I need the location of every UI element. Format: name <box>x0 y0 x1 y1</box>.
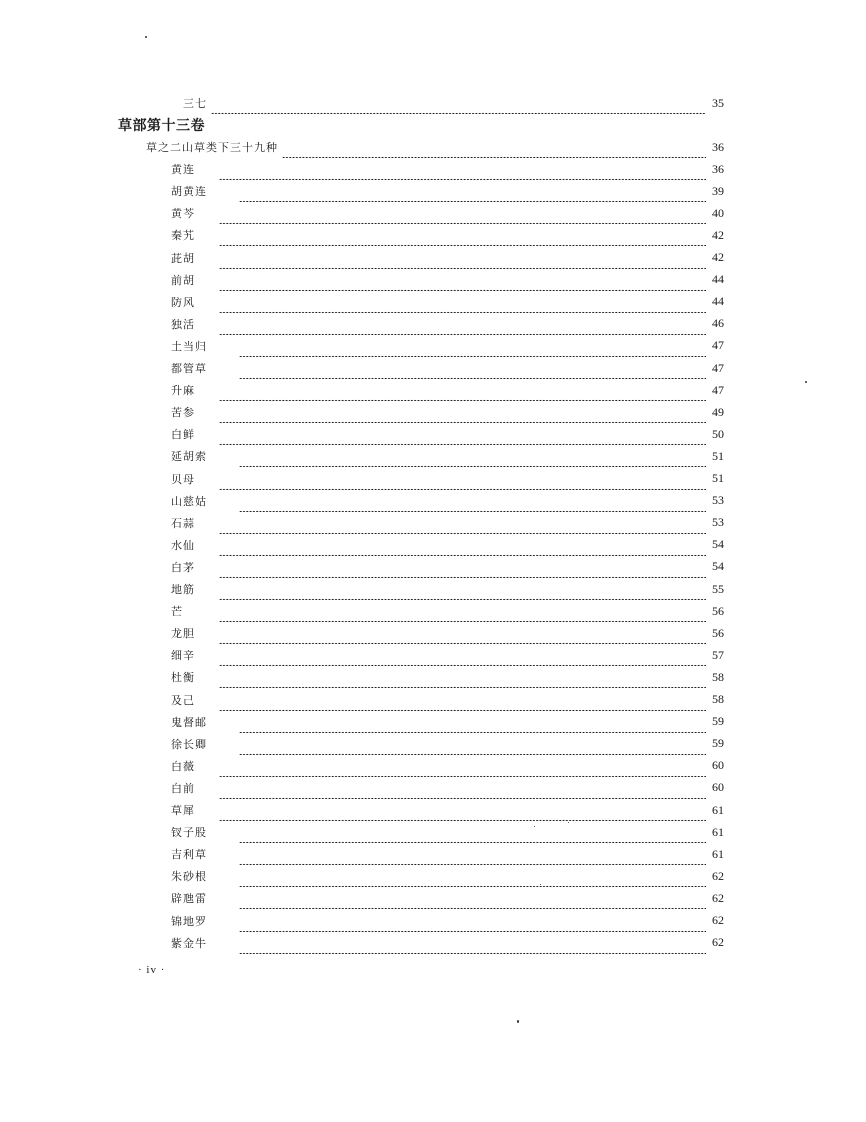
toc-entry-label: 地筋 <box>171 583 195 596</box>
dot-leader <box>219 247 706 269</box>
toc-entry-label: 钗子股 <box>171 826 207 840</box>
toc-entry <box>0 843 866 865</box>
scan-speck <box>145 36 147 38</box>
toc-entry-page-number: 62 <box>712 935 724 950</box>
toc-entry-page-number: 62 <box>712 868 724 883</box>
toc-entry <box>0 932 866 954</box>
toc-entry <box>0 733 866 755</box>
toc-entry-page-number: 58 <box>712 669 724 684</box>
toc-entry <box>0 777 866 799</box>
toc-entry-page-number: 35 <box>712 95 724 110</box>
toc-entry-label: 鬼督邮 <box>171 715 207 729</box>
toc-entry <box>0 490 866 512</box>
toc-entry-label: 徐长卿 <box>171 737 207 751</box>
dot-leader <box>219 578 706 600</box>
toc-entry <box>0 821 866 843</box>
toc-entry-page-number: 59 <box>712 736 724 751</box>
toc-entry-label: 芒 <box>171 605 183 619</box>
toc-entry-label: 杜衡 <box>171 671 195 685</box>
toc-entry-page-number: 36 <box>712 139 724 154</box>
toc-entry <box>0 578 866 600</box>
dot-leader <box>219 666 706 688</box>
toc-entry-page-number: 51 <box>712 448 724 463</box>
toc-entry-page-number: 60 <box>712 758 724 773</box>
page-number-footer: · iv · <box>138 964 166 976</box>
toc-entry <box>0 910 866 932</box>
toc-entry-label: 白茅 <box>171 560 195 574</box>
toc-entry-label: 朱砂根 <box>171 870 207 884</box>
toc-entry-label: 胡黄连 <box>171 185 207 199</box>
toc-entry-page-number: 62 <box>712 890 724 905</box>
toc-entry <box>0 887 866 909</box>
dot-leader <box>219 468 706 490</box>
dot-leader <box>239 865 706 887</box>
toc-entry <box>0 689 866 711</box>
dot-leader <box>219 401 706 423</box>
dot-leader <box>239 711 706 733</box>
toc-entry-label: 独活 <box>171 317 195 331</box>
dot-leader <box>219 755 706 777</box>
toc-entry <box>0 224 866 246</box>
toc-entry <box>0 445 866 467</box>
toc-entry <box>0 534 866 556</box>
toc-entry-page-number: 44 <box>712 294 724 309</box>
toc-entry <box>0 379 866 401</box>
toc-entry-label: 草犀 <box>171 804 195 817</box>
toc-entry-label: 草之二山草类下三十九种 <box>146 141 278 154</box>
toc-entry <box>0 423 866 445</box>
toc-entry <box>0 644 866 666</box>
toc-entry <box>0 512 866 534</box>
dot-leader <box>282 136 706 158</box>
toc-entry-page-number: 55 <box>712 581 724 596</box>
toc-entry-page-number: 39 <box>712 183 724 198</box>
dot-leader <box>239 932 706 954</box>
dot-leader <box>219 777 706 799</box>
toc-entry <box>0 180 866 202</box>
toc-entry-label: 吉利草 <box>171 848 207 862</box>
toc-entry-page-number: 54 <box>712 559 724 574</box>
toc-entry-label: 前胡 <box>171 273 195 287</box>
toc-entry-label: 都管草 <box>171 362 207 375</box>
toc-entry <box>0 401 866 423</box>
toc-entry-label: 细辛 <box>171 649 195 663</box>
toc-entry <box>0 247 866 269</box>
toc-entry-label: 土当归 <box>171 339 207 353</box>
toc-entry <box>0 865 866 887</box>
toc-entry <box>0 711 866 733</box>
dot-leader <box>219 313 706 335</box>
dot-leader <box>239 910 706 932</box>
toc-entry-page-number: 40 <box>712 205 724 220</box>
toc-entry-label: 防风 <box>171 295 195 309</box>
toc-entry <box>0 755 866 777</box>
toc-entry-label: 三七 <box>183 97 207 110</box>
dot-leader <box>219 600 706 622</box>
toc-entry-page-number: 51 <box>712 471 724 485</box>
toc-entry-label: 白鲜 <box>171 428 195 442</box>
toc-entry-label: 茈胡 <box>171 251 195 265</box>
toc-entry <box>0 556 866 578</box>
toc-entry-page-number: 53 <box>712 493 724 508</box>
dot-leader <box>219 291 706 313</box>
dot-leader <box>219 202 706 224</box>
toc-entry-label: 白前 <box>171 781 195 795</box>
section-heading: 草部第十三卷 <box>118 118 205 134</box>
dot-leader <box>219 644 706 666</box>
toc-entry-page-number: 47 <box>712 382 724 397</box>
toc-entry-label: 水仙 <box>171 538 195 552</box>
toc-entry-label: 升麻 <box>171 384 195 398</box>
toc-entry-page-number: 59 <box>712 714 724 729</box>
dot-leader <box>219 224 706 246</box>
toc-entry-label: 及己 <box>171 693 195 707</box>
toc-entry-page-number: 56 <box>712 625 724 640</box>
toc-entry-page-number: 42 <box>712 227 724 242</box>
scan-speck <box>534 826 535 827</box>
toc-entry <box>0 158 866 180</box>
toc-entry-page-number: 57 <box>712 647 724 662</box>
toc-entry-label: 紫金牛 <box>171 936 207 950</box>
toc-entry <box>0 357 866 379</box>
dot-leader <box>239 733 706 755</box>
toc-entry <box>0 799 866 821</box>
toc-entry-page-number: 61 <box>712 846 724 861</box>
dot-leader <box>219 423 706 445</box>
toc-entry <box>0 313 866 335</box>
dot-leader <box>219 158 706 180</box>
toc-entry-label: 贝母 <box>171 472 195 486</box>
toc-entry-page-number: 60 <box>712 780 724 795</box>
dot-leader <box>239 843 706 865</box>
dot-leader <box>219 269 706 291</box>
toc-entry-label: 黄连 <box>171 163 195 177</box>
toc-entry-page-number: 46 <box>712 316 724 331</box>
toc-entry-label: 锦地罗 <box>171 914 207 928</box>
toc-entry-page-number: 42 <box>712 250 724 264</box>
dot-leader <box>219 799 706 821</box>
toc-entry-page-number: 50 <box>712 426 724 441</box>
toc-entry <box>0 202 866 224</box>
scan-speck <box>568 822 569 823</box>
scan-speck <box>540 884 541 885</box>
dot-leader <box>239 490 706 512</box>
toc-entry-page-number: 61 <box>712 824 724 839</box>
toc-entry-label: 山慈姑 <box>171 494 207 508</box>
dot-leader <box>239 180 706 202</box>
dot-leader <box>219 622 706 644</box>
dot-leader <box>239 821 706 843</box>
toc-entry-page-number: 36 <box>712 161 724 176</box>
toc-entry <box>0 600 866 622</box>
toc-entry-label: 黄芩 <box>171 207 195 221</box>
toc-entry-page-number: 47 <box>712 338 724 353</box>
toc-entry-label: 白薇 <box>171 759 195 773</box>
toc-entry-page-number: 62 <box>712 913 724 927</box>
toc-entry <box>0 136 866 158</box>
dot-leader <box>239 887 706 909</box>
toc-entry <box>0 666 866 688</box>
dot-leader <box>239 335 706 357</box>
toc-entry-page-number: 61 <box>712 802 724 817</box>
toc-entry <box>0 468 866 490</box>
toc-entry-page-number: 56 <box>712 603 724 618</box>
dot-leader <box>219 379 706 401</box>
toc-entry-label: 龙胆 <box>171 627 195 641</box>
toc-entry <box>0 335 866 357</box>
toc-entry-page-number: 44 <box>712 272 724 287</box>
scan-speck <box>517 1020 519 1023</box>
toc-entry-label: 苦参 <box>171 406 195 420</box>
toc-entry <box>0 269 866 291</box>
dot-leader <box>239 357 706 379</box>
toc-entry-label: 辟虺雷 <box>171 892 207 906</box>
dot-leader <box>219 534 706 556</box>
dot-leader <box>219 512 706 534</box>
toc-entry-page-number: 58 <box>712 692 724 706</box>
dot-leader <box>211 92 706 114</box>
toc-entry-page-number: 53 <box>712 515 724 530</box>
dot-leader <box>219 689 706 711</box>
toc-entry <box>0 92 866 114</box>
toc-entry-page-number: 47 <box>712 360 724 375</box>
toc-entry-label: 延胡索 <box>171 450 207 464</box>
dot-leader <box>239 445 706 467</box>
toc-entry-page-number: 49 <box>712 404 724 419</box>
scan-speck <box>805 381 807 383</box>
dot-leader <box>219 556 706 578</box>
toc-entry-label: 秦艽 <box>171 229 195 243</box>
toc-entry <box>0 622 866 644</box>
toc-entry-label: 石蒜 <box>171 516 195 530</box>
toc-entry-page-number: 54 <box>712 537 724 552</box>
toc-entry <box>0 291 866 313</box>
